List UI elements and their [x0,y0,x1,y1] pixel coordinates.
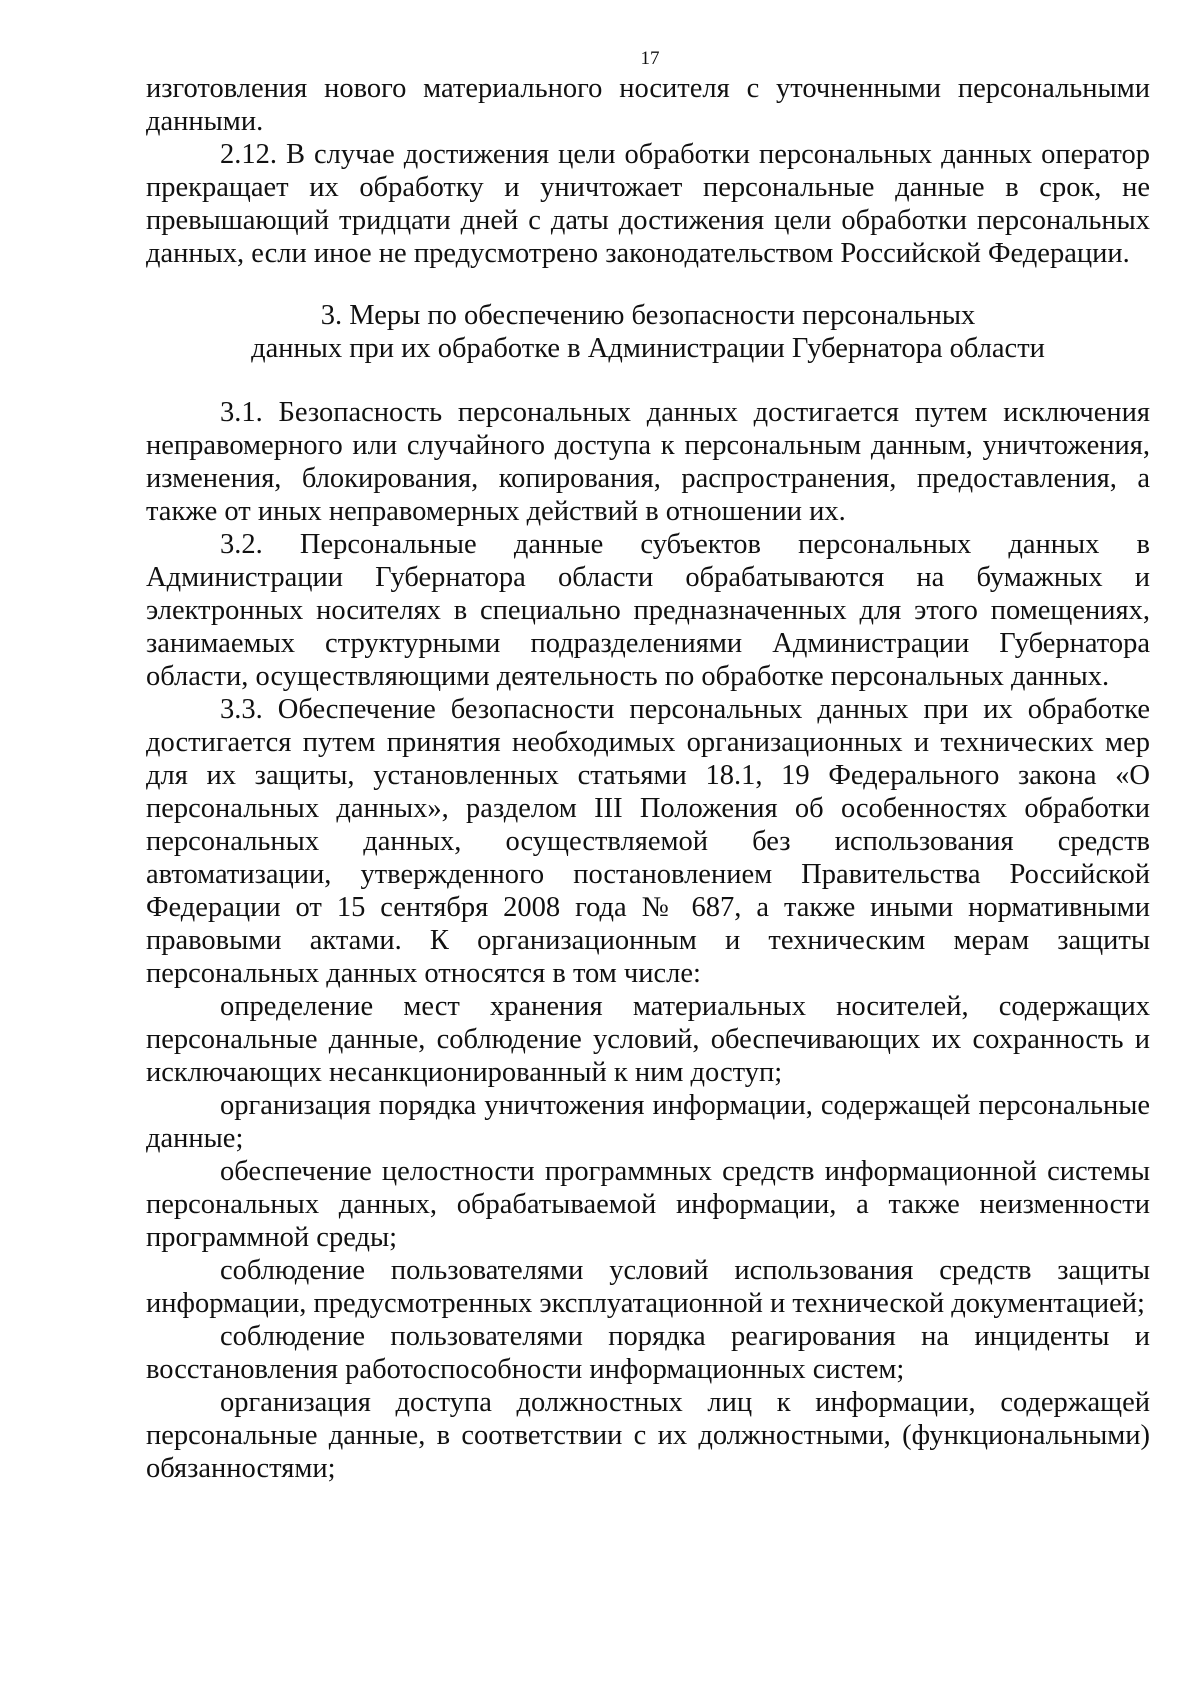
section-3-heading [146,299,1150,365]
paragraph-3-3: 3.3. Обеспечение безопасности персональных данных при их обработке достигается путем принятия необходимых организационных и технических мер для их защиты, установленных статьями 18.1, 19 Федерального закона «О персональных данных», разделом III Положения об особенностях обработки персональных данных, осуществляемой без использования средств автоматизации, утвержденного постановлением Правительства Российской Федерации от 15 сентября 2008 года № 687, а также иными нормативными правовыми актами. К организационным и техническим мерам защиты персональных данных относятся в том числе: [146,694,1150,989]
section-heading-line-1: 3. Меры по обеспечению безопасности персональных [320,300,976,331]
continuation-paragraph: изготовления нового материального носителя с уточненными персональными данными. [146,73,1150,137]
list-item-security-tools: соблюдение пользователями условий использования средств защиты информации, предусмотренных эксплуатационной и технической документацией; [146,1255,1150,1319]
paragraph-2-12: 2.12. В случае достижения цели обработки персональных данных оператор прекращает их обработку и уничтожает персональные данные в срок, не превышающий тридцати дней с даты достижения цели обработки персональных данных, если иное не предусмотрено законодательством Российской Федерации. [146,139,1150,269]
list-item-access-control: организация доступа должностных лиц к информации, содержащей персональные данные, в соответствии с их должностными, (функциональными) обязанностями; [146,1387,1150,1484]
section-heading-line-2: данных при их обработке в Администрации Губернатора области [251,333,1045,364]
list-item-storage: определение мест хранения материальных носителей, содержащих персональные данные, соблюдение условий, обеспечивающих их сохранность и исключающих несанкционированный к ним доступ; [146,991,1150,1088]
page-number: 17 [640,48,660,69]
list-item-incident-response: соблюдение пользователями порядка реагирования на инциденты и восстановления работоспособности информационных систем; [146,1321,1150,1385]
paragraph-3-2: 3.2. Персональные данные субъектов персональных данных в Администрации Губернатора области обрабатываются на бумажных и электронных носителях в специально предназначенных для этого помещениях, занимаемых структурными подразделениями Администрации Губернатора области, осуществляющими деятельность по обработке персональных данных. [146,529,1150,692]
paragraph-3-1: 3.1. Безопасность персональных данных достигается путем исключения неправомерного или случайного доступа к персональным данным, уничтожения, изменения, блокирования, копирования, распространения, предоставления, а также от иных неправомерных действий в отношении их. [146,397,1150,527]
list-item-destruction: организация порядка уничтожения информации, содержащей персональные данные; [146,1090,1150,1154]
list-item-integrity: обеспечение целостности программных средств информационной системы персональных данных, обрабатываемой информации, а также неизменности программной среды; [146,1156,1150,1253]
document-body [146,72,1150,1485]
